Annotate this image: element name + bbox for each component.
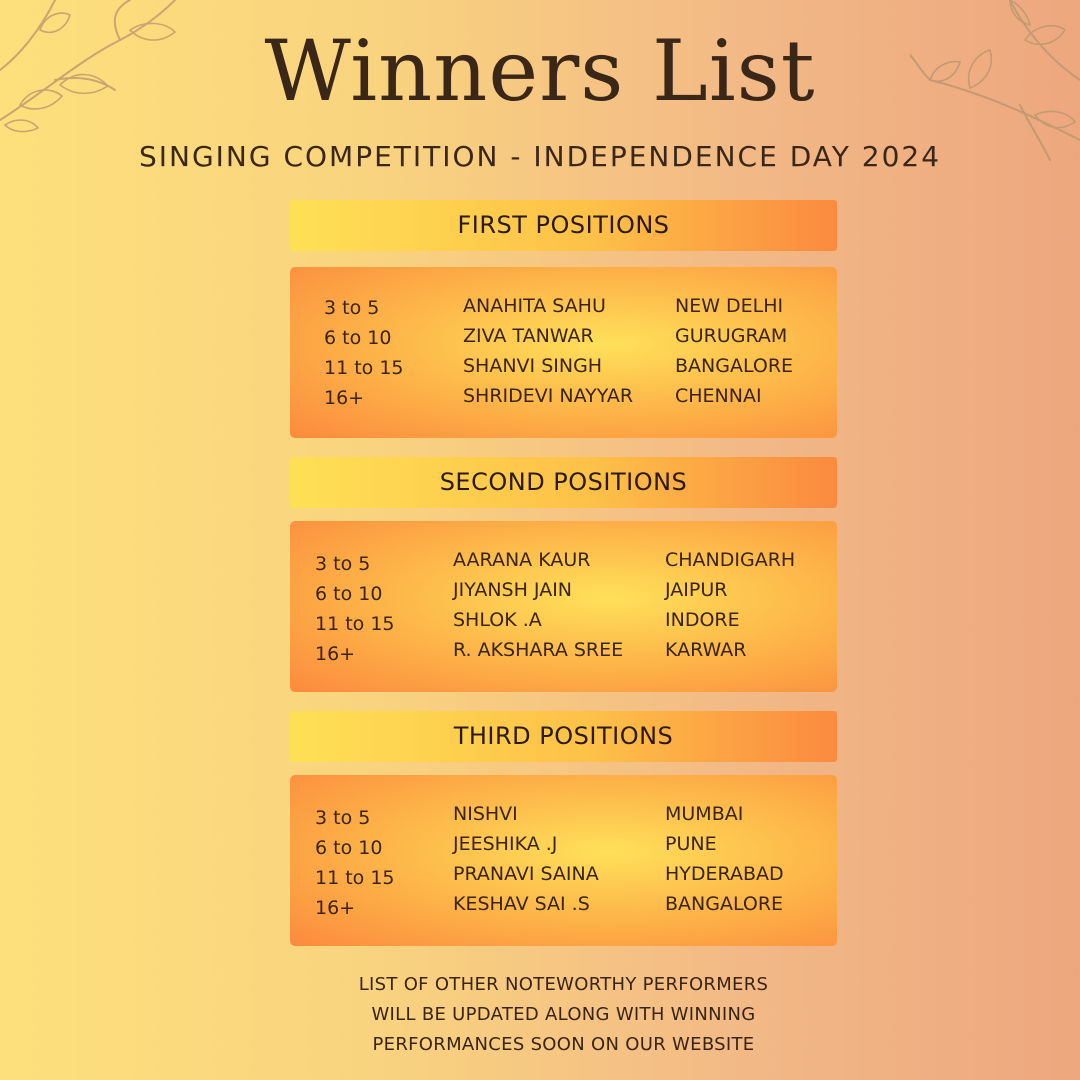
winner-name: PRANAVI SAINA (453, 863, 599, 885)
page-title: Winners List (264, 22, 816, 120)
winners-table (290, 775, 837, 946)
winner-city: BANGALORE (665, 893, 784, 915)
winner-name: ZIVA TANWAR (463, 325, 594, 347)
winner-name: NISHVI (453, 803, 518, 825)
age-group: 3 to 5 (315, 553, 371, 575)
winner-name: KESHAV SAI .S (453, 893, 590, 915)
winners-table (290, 521, 837, 692)
winner-name: SHANVI SINGH (463, 355, 603, 377)
winner-city: CHANDIGARH (665, 549, 796, 571)
winner-name: SHRIDEVI NAYYAR (463, 385, 634, 407)
winner-city: CHENNAI (675, 385, 762, 407)
winner-city: JAIPUR (665, 579, 728, 601)
age-group: 11 to 15 (315, 867, 395, 889)
winner-name-column (463, 291, 633, 411)
winner-city-column (665, 799, 784, 919)
footer-line: PERFORMANCES SOON ON OUR WEBSITE (372, 1034, 755, 1055)
footer-note (0, 970, 1080, 1060)
winner-city: HYDERABAD (665, 863, 784, 885)
first-positions-section (290, 200, 837, 438)
section-heading: FIRST POSITIONS (290, 200, 837, 251)
winner-city: NEW DELHI (675, 295, 784, 317)
winner-city: GURUGRAM (675, 325, 788, 347)
age-group: 11 to 15 (324, 357, 404, 379)
winner-name: AARANA KAUR (453, 549, 591, 571)
age-group: 16+ (315, 643, 356, 665)
age-group: 11 to 15 (315, 613, 395, 635)
winner-city: KARWAR (665, 639, 747, 661)
winner-name: SHLOK .A (453, 609, 542, 631)
winner-name-column (453, 545, 623, 665)
age-group: 6 to 10 (315, 583, 383, 605)
age-group: 6 to 10 (324, 327, 392, 349)
age-group: 3 to 5 (315, 807, 371, 829)
footer-line: WILL BE UPDATED ALONG WITH WINNING (371, 1004, 756, 1025)
winner-city: INDORE (665, 609, 740, 631)
winner-name: ANAHITA SAHU (463, 295, 606, 317)
footer-line: LIST OF OTHER NOTEWORTHY PERFORMERS (358, 974, 769, 995)
winner-name-column (453, 799, 599, 919)
age-group-column (324, 293, 404, 413)
section-heading: SECOND POSITIONS (290, 457, 837, 508)
winner-city: MUMBAI (665, 803, 744, 825)
second-positions-section (290, 457, 837, 692)
winner-name: JEESHIKA .J (453, 833, 558, 855)
winner-city-column (675, 291, 793, 411)
winner-city: PUNE (665, 833, 717, 855)
page-subtitle: SINGING COMPETITION - INDEPENDENCE DAY 2024 (138, 140, 942, 173)
age-group: 16+ (324, 387, 365, 409)
age-group: 6 to 10 (315, 837, 383, 859)
winner-name: JIYANSH JAIN (453, 579, 573, 601)
winner-city-column (665, 545, 795, 665)
third-positions-section (290, 711, 837, 946)
winner-city: BANGALORE (675, 355, 794, 377)
age-group: 16+ (315, 897, 356, 919)
section-heading: THIRD POSITIONS (290, 711, 837, 762)
age-group-column (315, 803, 395, 923)
winners-table (290, 267, 837, 438)
winner-name: R. AKSHARA SREE (453, 639, 624, 661)
age-group-column (315, 549, 395, 669)
age-group: 3 to 5 (324, 297, 380, 319)
